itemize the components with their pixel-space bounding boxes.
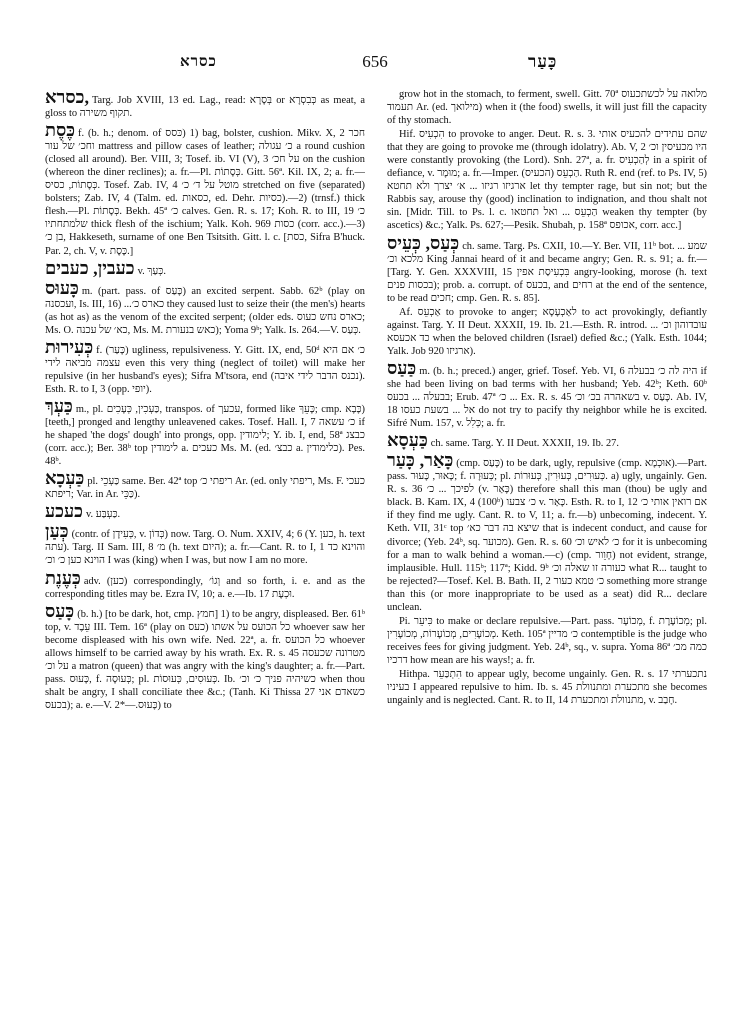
entry-text: m., pl. כַּעְכִין, כְּעָכִים, transpos. of עכעך, formed like כָּעֵךְ; cmp. כָּבָא) [teeth,] pronged and lengthy unleavened cakes. Tosef. Hall. I, 7 כ׳ עשאה if he shaped 'the dogs' dough' into prongs, opp. לימודין; Y. ib. I, end, 58ª כבצג (corr. acc.); Ber. 38ᵇ top לימודין a. כעכים Ms. M. (ed. כבצ׳ a. כלימודין). Pes. 48ᵇ. [45,403,365,468]
entry-paragraph [45,121,365,257]
entry-paragraph [387,234,707,305]
dictionary-entry [387,234,707,305]
dictionary-entry [387,615,707,667]
entry-headword: כָּאַר, כָּעַר [387,450,454,471]
dictionary-entry [45,279,365,337]
entry-paragraph [387,668,707,707]
entry-headword: כסרא, [45,88,89,107]
dictionary-entry [45,121,365,257]
entry-text: Af. אַכְעֵס to provoke to anger; לאַכְעָסָא to act provokingly, defiantly against. Targ. Y. II Deut. XXXII, 19. Ib. 21.—Esth. R. introd. עובדוהון וכ׳ ... כד אכעסא when the beloved children (Israel) defied &c.; (Yalk. Esth. 1044; Yalk. Job 920 ארגיזו). [387,306,707,357]
entry-paragraph [387,88,707,127]
left-column [45,88,365,1006]
entry-text: Hif. הִכְעִיס to provoke to anger. Deut. R. s. 3. שהם עתידים להכעיס אותי that they are going to provoke me (through idolatry). Ab. V, 2 היו מכעיסין וכ׳ were constantly provoking (the Lord). Snh. 27ª, a. fr. לְהַכְעִיס in a spirit of defiance, v. מוּמָר; a. fr.—Imper. הַכְעֵס (הכעיס). Ruth R. end (ref. to Ps. IV, 5) ארגיזו רגיזו ... א׳ יצרך ולא תחטא let thy tempter rage, but sin not; but the Rabbis say, arouse thy (good) inclination to indignation, and thou shalt not sin. [Midr. Till. to Ps. l. c. הַכְעֵס ... ואל תחטאו weaken thy tempter (by ascetics) &c.; Yalk. Ps. 627;—Pesik. Shubah, p. 158ª אכופס, corr. acc.] [387,129,707,232]
entry-headword: כַּעְסָא [387,430,428,451]
dictionary-entry [45,338,365,396]
entry-headword: כעכע [45,501,83,522]
entry-text: m. (part. pass. of כָּעַס) an excited serpent. Sabb. 62ᵇ (play on ועכסנה, Is. III, 16) ...כארס כ׳ they caused lust to seize their (the men's) hearts (as hot as) as the venom of the excited serpent; (older eds. כארס נחש כעוס; Ms. O. כא׳ של עכנה, Ms. M. כאש בנעורת); Yoma 9ᵇ; Yalk. Is. 264.—V. כְּעַס. [45,285,365,336]
entry-headword: כְּעַן [45,521,69,542]
entry-paragraph [45,569,365,601]
running-head-right: כָּעַר [528,52,558,71]
dictionary-entry [387,668,707,707]
entry-headword: כַּעְכָא [45,468,85,489]
dictionary-entry [387,128,707,232]
entry-paragraph [45,602,365,712]
entry-paragraph [387,615,707,667]
entry-headword: כָּעַס [45,600,75,621]
entry-headword: כְּעֶנֶת [45,567,81,588]
dictionary-entry [45,602,365,712]
entry-text: adv. (כען) correspondingly, וְגוֹ׳ and so forth, i. e. and as the corresponding titles may be. Ezra IV, 10; a. e.—Ib. 17 וּכְעֶת. [45,575,365,600]
dictionary-entry [387,359,707,430]
entry-text: pl. כַּעְכֵי same. Ber. 42ª top ריפתי כ׳ Ar. (ed. only ריפתי, Ms. F. כעכי ריפתא; Var. in Ar. כַּכֵּי). [45,476,365,501]
entry-text: (b. h.) [to be dark, hot, cmp. חמץ] 1) to be angry, displeased. Ber. 61ᵇ top, v. עֵבֶד III. Tem. 16ª (play on כעס) כל הכועס על אשתו whoever saw her become displeased with his own wife. Ned. 22ª, a. fr. כל הכועס whoever allows himself to be carried away by his wrath. Ex. R. s. 45 מטרונה שכעסה על וכ׳ a matron (queen) that was angry with the king's daughter; a. fr.—Part. pass. כָּעוּס, f. כְּעוּסָה; pl. כְּעוּסִים, כְּעוּסוֹת. Ib. כשיהיה פניך כ׳ וכ׳ when thou shalt be angry, I shall conciliate thee &c.; (Tanh. Ki Thissa 27 כשאדם אני בכעס); a. e.—V. כָּעוּס.—*2) to [45,608,365,711]
entry-headword: כעבין, כעבים [45,257,135,278]
entry-headword: כָּעוּס [45,277,79,298]
dictionary-entry [45,259,365,278]
entry-text: v. כַּעְבַּע. [85,509,121,521]
dictionary-entry [45,88,365,120]
entry-text: v. כְּעַךְ. [137,265,166,277]
entry-text: ch. same. Targ. Y. II Deut. XXXII, 19. Ib. 27. [430,438,619,450]
entry-paragraph [45,279,365,337]
dictionary-entry [387,431,707,450]
entry-paragraph [387,128,707,232]
dictionary-entry [45,569,365,601]
entry-paragraph [45,397,365,468]
dictionary-entry [387,451,707,614]
right-column [387,88,707,1006]
entry-paragraph [387,451,707,614]
entry-text: ch. same. Targ. Ps. CXII, 10.—Y. Ber. VII, 11ᵇ bot. שמע ... מלכא וכ׳ King Jannai heard of it and became angry; Gen. R. s. 91; a. fr.—[Targ. Y. Gen. XXXVIII, 15 בִּכְעִיסַת אפין angry-looking, morose (h. text בכסות פנים); prob. a. corrupt. of בכעס, and רחים at the end of the sentence, to be read חכים; cmp. Gen. R. s. 85]. [387,240,707,304]
dictionary-entry [45,397,365,468]
entry-headword: כְּעַס, כְּעֵיס [387,232,460,253]
entry-text: Pi. כִּיעֵר to make or declare repulsive.—Part. pass. מְכוֹעָר, f. מְכוֹעֶרֶת; pl. מְכוֹעָרִים, מְכוֹעָרוֹת, מְכוֹעָרִין. Keth. 105ª כ׳ מדיין contemptible is the judge who receives fees for giving judgment. Yeb. 24ᵇ, sq., v. supra. Yoma 86ª כמה מכ׳ דרכיו how mean are his ways!; a. fr. [387,615,707,666]
entry-text: m. (b. h.; preced.) anger, grief. Tosef. Yeb. VI, 6 היה לה כ׳ בבעלה if she had been living on bad terms with her husband; Yeb. 42ᵇ; Keth. 60ᵇ בבעלה ... בכעס; Erub. 47ª כ׳ ... Ex. R. s. 45 בשאהרה בכ׳ וכ׳ v. כָּעַס. Ab. IV, 18 אל ... בשעת כעסו do not try to pacify thy neighbor while he is excited. Sifré Num. 157, v. כְּלִל; a. fr. [387,365,707,430]
entry-paragraph [45,88,365,120]
entry-text: (cmp. כָּעַס) to be dark, ugly, repulsive (cmp. אוּכְמָא).—Part. pass. כָּאוּר, כָּעוּר; f. כְּעוּרָה; pl. כְּעוּרִים, כְּעוּרִין, כְּעוּרוֹת. a) ugly, ungainly. Gen. R. s. 36 לפיכך ... כ׳ (v. כָּאַר) therefore shall this man (thou) be ugly and black. B. Kam. IX, 4 (100ᵇ) כ׳ צבעו v. כָּאַר. Esth. R. to I, 12 אם רואין אותי כ׳ if they find me ugly. Cant. R. to V, 11; a. fr.—b) unbecoming, indecent. Y. Keth. VII, 31ᶜ top שיצא בה דבר כא׳ that is indecent conduct, and cause for divorce; (Yeb. 24ᵇ, sq. מכוער). Gen. R. s. 60 כ׳ לאיש וכ׳ for it is unbecoming for a man to walk behind a woman.—c) (cmp. חָוֵור) not evident, strange, implausible. Hull. 115ᵇ; 117ª; Kidd. 9ᵇ כעורה זו שאלה וכ׳ what R... taught to be rejected?—Tosef. Kel. B. Bath. II, 2 כ׳ טמא כעור something more strange than this (or more inappropriate to be used as a seat) did R... declare unclean. [387,458,707,613]
entry-text: Hithpa. הִתְכַּעֵר to appear ugly, become ungainly. Gen. R. s. 17 נתכערתי בעיניו I appeared repulsive to him. Ib. s. 45 מתכערת ומתנוולת she becomes ungainly and is neglected. Cant. R. to II, 14 מתנוולת ומתכערת, v. חָבַב. [387,668,707,707]
dictionary-entry [387,306,707,358]
dictionary-entry [387,88,707,127]
entry-headword: כְּעִירוּת [45,336,94,357]
dictionary-entry [45,502,365,521]
entry-paragraph [45,502,365,521]
entry-paragraph [45,522,365,567]
entry-text: f. (b. h.; denom. of כּסס) 1) bag, bolster, cushion. Mikv. X, 2 חכר וחכ׳ של עור mattress and pillow cases of leather; כ׳ עגולה a round cushion (closed all around). Ber. VIII, 3; Tosef. ib. VI (V), 3 על חכ׳ on the cushion (whereon the diner reclines); a. fr.—Pl. כְּסָתוֹת. Gitt. 56ª. Kil. IX, 2; a. fr.—כְּסָתוֹת, כסיס. Tosef. Zab. IV, 4 מוטל על ד׳ כ׳ stretched on five (separated) bolsters; Zab. IV, 4 (Talm. ed. כסאות, ed. Dehr. כסיות).—2) (trnsf.) thick flesh.—Pl. כְּסָתוֹת. Bekh. 45ª כ׳ calves. Gen. R. s. 17; Koh. R. to III, 19 כ׳ שלמתחתיו thick flesh of the ischium; Yalk. Koh. 969 כסות (corr. acc.).—3) בן כ׳, Hakkeseth, surname of one Ben Tsitsith. Gitt. l. c. [כסת, Sifra B'huck. Par. 2, ch. V, v. כֶּסֶת.] [45,128,365,257]
entry-paragraph [387,359,707,430]
page-header [0,48,750,78]
page-number: 656 [362,52,388,71]
entry-text: f. (כָּעַר) ugliness, repulsiveness. Y. Gitt. IX, end, 50ᵈ כ׳ אם היא עצמה מביאה לידי even this very thing (neglect of toilet) will make her repulsive (in her husband's eyes); Sifra M'tsora, end (נכנס הדבר לידי איבה). Esth. R. to I, 3 (opp. יופי). [45,344,365,395]
entry-headword: כֶּסֶת [45,120,76,141]
entry-text: Targ. Job XVIII, 13 ed. Lag., read: בְּסָרָא or כְּבִסְרָא as meat, a gloss to תקוף משירה. [45,95,365,120]
running-head-left: כסרא [180,54,217,70]
entry-headword: כַּעַס [387,357,417,378]
dictionary-entry [45,469,365,501]
entry-paragraph [45,338,365,396]
entry-paragraph [387,306,707,358]
entry-text: grow hot in the stomach, to ferment, swell. Gitt. 70ª מלואה על לכשתכעוס תעמוד Ar. (ed. מילואך) when it (the food) swells, it will just fill the capacity of thy stomach. [387,89,707,127]
entry-headword: כַּעְךְ [45,395,73,416]
entry-paragraph [45,259,365,278]
entry-paragraph [387,431,707,450]
dictionary-entry [45,522,365,567]
entry-text: (contr. of כְּעִידָן, v. כְּדוֹן) now. Targ. O. Num. XXIV, 4; 6 (Y. כען, h. text עתה). Targ. II Sam. III, 8 מ׳ (h. text היום); a. fr.—Cant. R. to I, 1 והוינא כד הוינא כען כ׳ וכ׳ I was (king) when I was, but now I am no more. [45,529,365,567]
entry-paragraph [45,469,365,501]
